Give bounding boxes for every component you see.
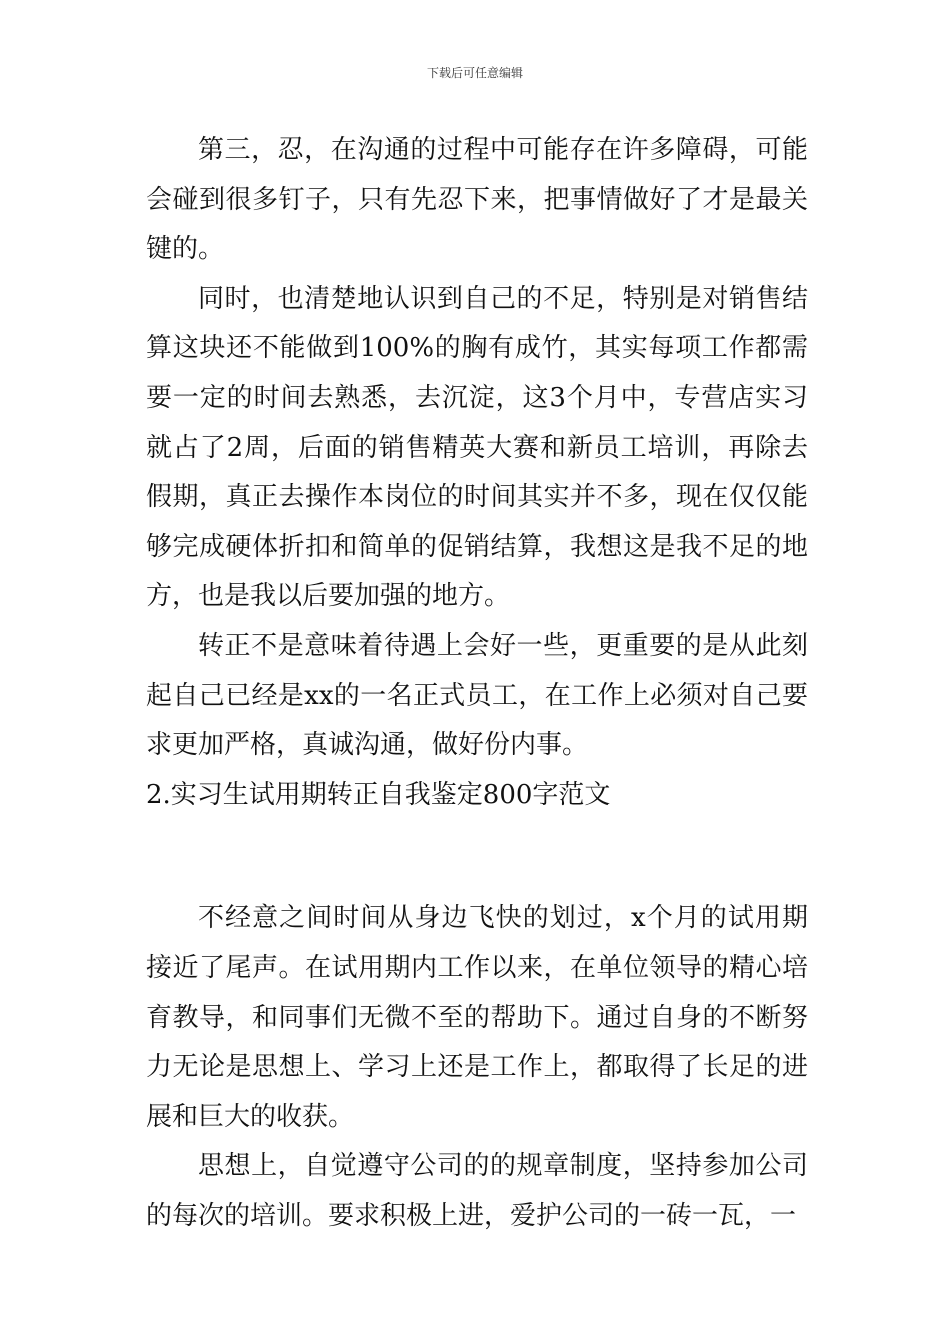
section-heading: 2.实习生试用期转正自我鉴定800字范文 xyxy=(146,779,611,810)
section-spacer xyxy=(146,820,808,894)
paragraph-formal-employee: 转正不是意味着待遇上会好一些，更重要的是从此刻起自己已经是xx的一名正式员工，在工作上必须对自己要求更加严格，真诚沟通，做好份内事。 xyxy=(146,630,808,761)
paragraph-probation-summary: 不经意之间时间从身边飞快的划过，x个月的试用期接近了尾声。在试用期内工作以来，在单位领导的精心培育教导，和同事们无微不至的帮助下。通过自身的不断努力无论是思想上、学习上还是工作上，都取得了长足的进展和巨大的收获。 xyxy=(146,903,808,1132)
paragraph-shortcomings: 同时，也清楚地认识到自己的不足，特别是对销售结算这块还不能做到100%的胸有成竹，其实每项工作都需要一定的时间去熟悉，去沉淀，这3个月中，专营店实习就占了2周，后面的销售精英大赛和新员工培训，再除去假期，真正去操作本岗位的时间其实并不多，现在仅仅能够完成硬体折扣和简单的促销结算，我想这是我不足的地方，也是我以后要加强的地方。 xyxy=(146,283,808,612)
paragraph-thinking: 思想上，自觉遵守公司的的规章制度，坚持参加公司的每次的培训。要求积极上进，爱护公司的一砖一瓦，一 xyxy=(146,1151,808,1231)
page-header: 下载后可任意编辑 xyxy=(426,66,523,80)
paragraph-patience: 第三，忍，在沟通的过程中可能存在许多障碍，可能会碰到很多钉子，只有先忍下来，把事情做好了才是最关键的。 xyxy=(146,135,808,265)
document-body xyxy=(146,126,808,1241)
